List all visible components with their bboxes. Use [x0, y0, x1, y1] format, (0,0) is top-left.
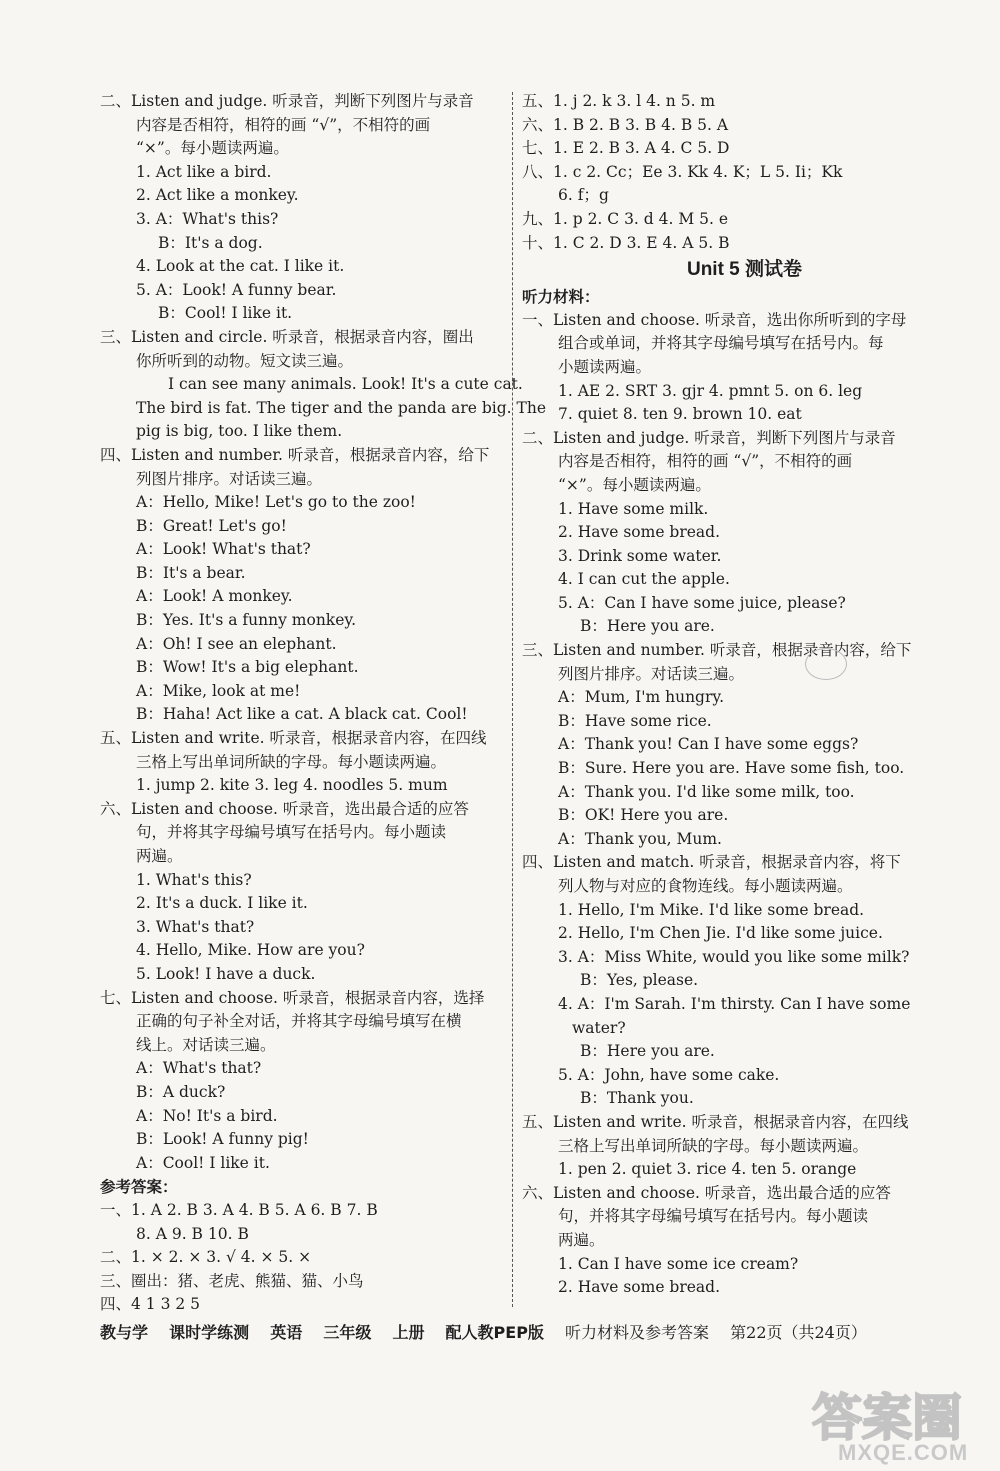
text-line: 九、1. p 2. C 3. d 4. M 5. e — [522, 209, 729, 228]
text-line: A：Mum, I'm hungry. — [558, 688, 725, 707]
text-line: 组合或单词，并将其字母编号填写在括号内。每 — [558, 334, 884, 353]
text-line: 内容是否相符，相符的画 “√”，不相符的画 — [136, 115, 431, 134]
text-line: A：Thank you! Can I have some eggs? — [558, 735, 859, 754]
text-line: 十、1. C 2. D 3. E 4. A 5. B — [522, 233, 730, 252]
text-line: 4. Look at the cat. I like it. — [136, 257, 345, 276]
text-line: 2. Act like a monkey. — [136, 186, 299, 205]
text-line: A：No! It's a bird. — [136, 1106, 278, 1125]
text-line: 2. Hello, I'm Chen Jie. I'd like some juice. — [558, 924, 883, 943]
text-line: The bird is fat. The tiger and the panda are big. The — [136, 398, 547, 417]
text-line: B：Wow! It's a big elephant. — [136, 658, 359, 677]
text-line: 3. Drink some water. — [558, 546, 722, 565]
text-line: B：Yes, please. — [580, 971, 699, 990]
unit-title: Unit 5 测试卷 — [686, 259, 803, 281]
text-line: 二、1. × 2. × 3. √ 4. × 5. × — [100, 1248, 312, 1267]
text-line: B：OK! Here you are. — [558, 806, 729, 825]
text-line: 五、Listen and write. 听录音，根据录音内容，在四线 — [100, 729, 487, 748]
faint-stamp — [805, 648, 847, 680]
text-line: 列图片排序。对话读三遍。 — [136, 469, 323, 488]
text-line: 2. Have some bread. — [558, 1278, 721, 1297]
text-line: 4. I can cut the apple. — [558, 570, 730, 589]
text-line: 六、Listen and choose. 听录音，选出最合适的应答 — [522, 1183, 891, 1202]
text-line: A：Thank you. I'd like some milk, too. — [558, 782, 855, 801]
footer-edition: 配人教PEP版 — [445, 1323, 544, 1342]
text-line: 句，并将其字母编号填写在括号内。每小题读 — [558, 1207, 869, 1226]
page-footer — [100, 1320, 940, 1343]
text-line: 五、1. j 2. k 3. l 4. n 5. m — [522, 92, 716, 110]
text-line: 8. A 9. B 10. B — [136, 1224, 249, 1243]
text-line: 句，并将其字母编号填写在括号内。每小题读 — [136, 823, 447, 842]
text-line: 八、1. c 2. Cc；Ee 3. Kk 4. K；L 5. Ii；Kk — [522, 162, 843, 181]
text-line: B：Haha! Act like a cat. A black cat. Cool! — [136, 705, 468, 724]
text-line: 听力材料： — [522, 287, 600, 307]
text-line: 4. Hello, Mike. How are you? — [136, 941, 365, 960]
footer-subject: 英语 — [270, 1323, 303, 1342]
text-line: 一、Listen and choose. 听录音，选出你所听到的字母 — [522, 310, 907, 329]
text-line: B：Have some rice. — [558, 711, 712, 730]
text-line: 七、Listen and choose. 听录音，根据录音内容，选择 — [100, 988, 485, 1007]
text-line: 1. AE 2. SRT 3. gjr 4. pmnt 5. on 6. leg — [558, 381, 863, 400]
text-line: B：Thank you. — [580, 1089, 694, 1108]
column-divider — [512, 92, 513, 1307]
text-line: B：It's a dog. — [158, 233, 263, 252]
text-line: 列图片排序。对话读三遍。 — [558, 664, 745, 683]
text-line: 内容是否相符，相符的画 “√”，不相符的画 — [558, 452, 853, 471]
text-line: 六、Listen and choose. 听录音，选出最合适的应答 — [100, 799, 469, 818]
text-line: 1. Can I have some ice cream? — [558, 1254, 799, 1273]
text-line: B：Great! Let's go! — [136, 516, 287, 535]
text-line: 1. Hello, I'm Mike. I'd like some bread. — [558, 900, 865, 919]
text-line: A：Thank you, Mum. — [558, 829, 722, 848]
text-line: 1. pen 2. quiet 3. rice 4. ten 5. orange — [558, 1160, 857, 1179]
text-line: A：Mike, look at me! — [136, 681, 301, 700]
text-line: pig is big, too. I like them. — [136, 422, 343, 441]
text-line: 七、1. E 2. B 3. A 4. C 5. D — [522, 139, 730, 158]
text-line: 正确的句子补全对话，并将其字母编号填写在横 — [136, 1012, 462, 1031]
text-line: 6. f；g — [558, 186, 609, 205]
text-line: 六、1. B 2. B 3. B 4. B 5. A — [522, 115, 729, 134]
text-line: 2. Have some bread. — [558, 523, 721, 542]
text-line: 四、4 1 3 2 5 — [100, 1295, 201, 1314]
text-line: B：Sure. Here you are. Have some fish, too. — [558, 759, 905, 778]
right-column — [522, 90, 937, 1300]
watermark-logo: 答案圈 — [812, 1389, 962, 1447]
text-line: A：Hello, Mike! Let's go to the zoo! — [136, 493, 416, 512]
text-line: 三格上写出单词所缺的字母。每小题读两遍。 — [558, 1136, 869, 1155]
text-line: 你所听到的动物。短文读三遍。 — [136, 351, 354, 370]
text-line: 3. A：Miss White, would you like some milk? — [558, 947, 910, 966]
text-line: 列人物与对应的食物连线。每小题读两遍。 — [558, 877, 853, 895]
text-line: 五、Listen and write. 听录音，根据录音内容，在四线 — [522, 1112, 909, 1131]
text-line: 线上。对话读三遍。 — [136, 1035, 276, 1054]
text-line: 二、Listen and judge. 听录音，判断下列图片与录音 — [522, 428, 896, 447]
text-line: “×”。每小题读两遍。 — [136, 139, 289, 158]
text-line: B：Cool! I like it. — [158, 304, 293, 323]
text-line: 1. Act like a bird. — [136, 162, 272, 181]
text-line: B：A duck? — [136, 1082, 226, 1101]
text-line: 三、Listen and number. 听录音，根据录音内容，给下 — [522, 641, 912, 660]
footer-book: 课时学练测 — [169, 1323, 250, 1342]
footer-grade: 三年级 — [323, 1323, 372, 1342]
text-line: 小题读两遍。 — [558, 357, 652, 376]
footer-series: 教与学 — [100, 1323, 149, 1342]
text-line: 四、Listen and number. 听录音，根据录音内容，给下 — [100, 445, 490, 464]
text-line: I can see many animals. Look! It's a cute cat. — [168, 375, 523, 394]
text-line: B：Here you are. — [580, 617, 715, 636]
footer-page: 第22页（共24页） — [730, 1323, 867, 1342]
text-line: 1. What's this? — [136, 870, 252, 889]
unit5-listening-materials — [522, 285, 937, 1300]
text-line: 3. A：What's this? — [136, 209, 279, 228]
text-line: 1. Have some milk. — [558, 499, 709, 518]
text-line: 5. A：Look! A funny bear. — [136, 280, 337, 299]
text-line: A：Cool! I like it. — [136, 1153, 270, 1172]
text-line: A：What's that? — [136, 1059, 262, 1078]
text-line: 3. What's that? — [136, 917, 255, 936]
text-line: 1. jump 2. kite 3. leg 4. noodles 5. mum — [136, 776, 448, 795]
text-line: 二、Listen and judge. 听录音，判断下列图片与录音 — [100, 92, 474, 110]
text-line: 两遍。 — [558, 1230, 605, 1249]
text-line: 三格上写出单词所缺的字母。每小题读两遍。 — [136, 752, 447, 771]
text-line: A：Look! A monkey. — [136, 587, 293, 606]
text-line: water? — [572, 1018, 626, 1037]
text-line: B：Look! A funny pig! — [136, 1130, 309, 1149]
text-line: 2. It's a duck. I like it. — [136, 894, 308, 913]
footer-section: 听力材料及参考答案 — [565, 1323, 710, 1342]
text-line: 两遍。 — [136, 847, 183, 865]
text-line: B：It's a bear. — [136, 563, 246, 582]
text-line: A：Look! What's that? — [136, 540, 311, 559]
text-line: 7. quiet 8. ten 9. brown 10. eat — [558, 405, 802, 424]
answer-key-continued — [522, 90, 937, 255]
text-line: 三、Listen and circle. 听录音，根据录音内容，圈出 — [100, 327, 474, 346]
text-line: 三、圈出：猪、老虎、熊猫、猫、小鸟 — [100, 1271, 364, 1290]
text-line: A：Oh! I see an elephant. — [136, 634, 337, 653]
text-line: 四、Listen and match. 听录音，根据录音内容，将下 — [522, 853, 901, 872]
text-line: “×”。每小题读两遍。 — [558, 475, 711, 494]
text-line: B：Here you are. — [580, 1042, 715, 1061]
watermark-url: MXQE.COM — [838, 1440, 969, 1465]
text-line: 5. A：Can I have some juice, please? — [558, 593, 846, 612]
text-line: 一、1. A 2. B 3. A 4. B 5. A 6. B 7. B — [100, 1200, 378, 1219]
left-column — [100, 90, 547, 1317]
footer-volume: 上册 — [392, 1323, 425, 1342]
text-line: 5. Look! I have a duck. — [136, 964, 316, 983]
text-line: B：Yes. It's a funny monkey. — [136, 611, 356, 630]
text-line: 5. A：John, have some cake. — [558, 1065, 780, 1084]
text-line: 参考答案： — [100, 1177, 178, 1197]
text-line: 4. A：I'm Sarah. I'm thirsty. Can I have some — [558, 994, 911, 1013]
